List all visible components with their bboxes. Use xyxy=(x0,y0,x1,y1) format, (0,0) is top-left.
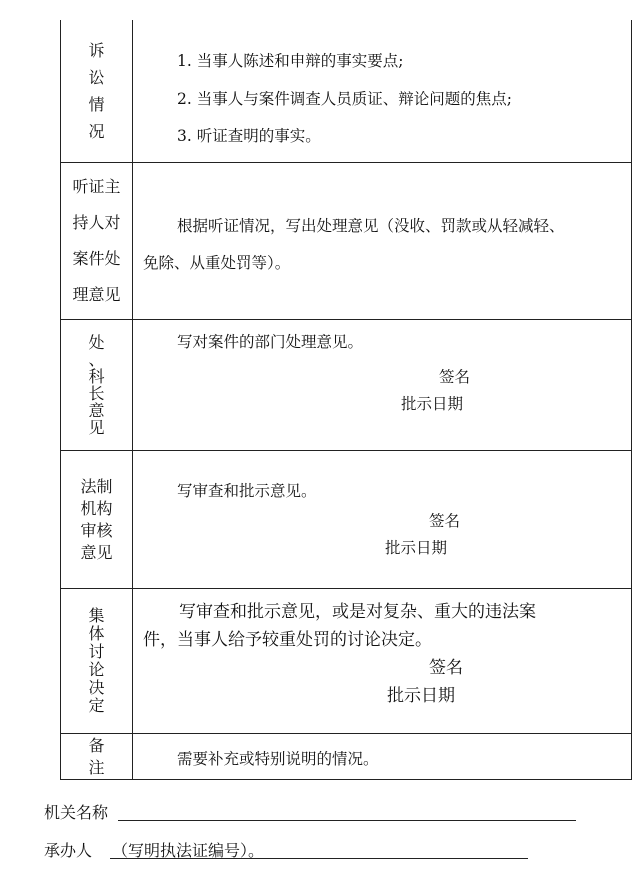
label-char: 科 xyxy=(88,367,105,386)
content-collective xyxy=(133,589,631,733)
litigation-item-1: 1. 当事人陈述和申辩的事实要点; xyxy=(177,52,404,70)
approval-date-label: 批示日期 xyxy=(385,539,448,557)
row-legal-review xyxy=(61,451,631,589)
label-section-chief xyxy=(61,320,133,450)
host-opinion-line-2: 免除、从重处罚等）。 xyxy=(143,254,291,272)
label-char: 论 xyxy=(88,660,105,679)
hearing-record-table xyxy=(60,20,632,780)
label-legal-review xyxy=(61,451,133,588)
label-char: 处 xyxy=(88,333,105,352)
collective-line-1: 写审查和批示意见，或是对复杂、重大的违法案 xyxy=(179,602,536,622)
approval-date-label: 批示日期 xyxy=(401,395,464,413)
agency-name-field[interactable] xyxy=(118,820,576,821)
label-collective xyxy=(61,589,133,733)
label-char: 审核 xyxy=(80,520,113,540)
label-char: 见 xyxy=(88,418,105,437)
section-chief-text: 写对案件的部门处理意见。 xyxy=(177,333,364,351)
label-char: 、 xyxy=(88,350,105,369)
label-char: 意见 xyxy=(80,542,113,562)
label-char: 集 xyxy=(88,606,105,625)
collective-line-2: 件，当事人给予较重处罚的讨论决定。 xyxy=(143,630,432,650)
legal-review-text: 写审查和批示意见。 xyxy=(177,482,317,500)
row-section-chief xyxy=(61,320,631,451)
content-section-chief xyxy=(133,320,631,450)
label-remarks xyxy=(61,734,133,780)
row-remarks xyxy=(61,734,631,780)
content-host-opinion xyxy=(133,163,631,319)
label-char: 况 xyxy=(88,122,105,141)
label-char: 情 xyxy=(88,95,105,114)
label-char: 讨 xyxy=(88,642,105,661)
approval-date-label: 批示日期 xyxy=(387,686,455,706)
content-legal-review xyxy=(133,451,631,588)
litigation-item-3: 3. 听证查明的事实。 xyxy=(177,127,321,145)
content-litigation xyxy=(133,20,631,162)
label-char: 长 xyxy=(88,384,105,403)
signature-label: 签名 xyxy=(439,368,471,386)
handler-field[interactable] xyxy=(110,858,528,859)
label-char: 决 xyxy=(88,678,105,697)
label-char: 讼 xyxy=(88,68,105,87)
content-remarks xyxy=(133,734,631,780)
label-char: 意 xyxy=(88,401,105,420)
handler-field-hint: （写明执法证编号）。 xyxy=(112,841,265,860)
label-char: 机构 xyxy=(80,498,113,518)
handler-label: 承办人 xyxy=(44,841,93,860)
remarks-text: 需要补充或特别说明的情况。 xyxy=(177,750,379,768)
label-char: 备 xyxy=(88,736,105,755)
label-char: 体 xyxy=(88,624,105,643)
row-host-opinion xyxy=(61,163,631,320)
label-litigation xyxy=(61,20,133,162)
label-char: 注 xyxy=(88,758,105,777)
row-litigation xyxy=(61,20,631,163)
label-char: 定 xyxy=(88,696,105,715)
label-host-opinion: 听证主持人对案件处理意见 xyxy=(61,163,133,319)
row-collective xyxy=(61,589,631,734)
label-char: 法制 xyxy=(80,476,113,496)
host-opinion-line-1: 根据听证情况，写出处理意见（没收、罚款或从轻减轻、 xyxy=(177,217,565,235)
signature-label: 签名 xyxy=(429,512,461,530)
signature-label: 签名 xyxy=(429,658,463,678)
litigation-item-2: 2. 当事人与案件调查人员质证、辩论问题的焦点; xyxy=(177,90,512,108)
label-char: 诉 xyxy=(88,41,105,60)
agency-name-label: 机关名称 xyxy=(44,803,109,822)
